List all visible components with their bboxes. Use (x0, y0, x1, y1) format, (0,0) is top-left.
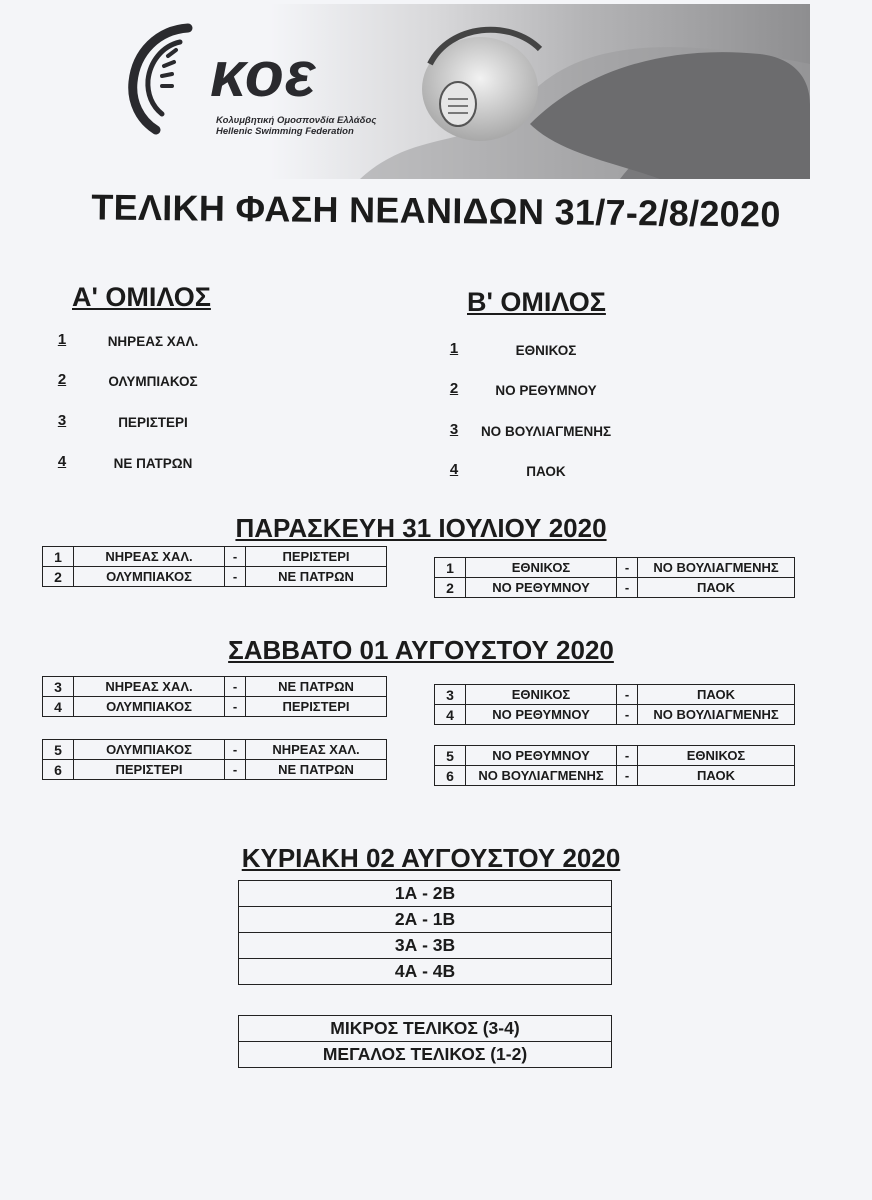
day3-finals-table (238, 1015, 612, 1068)
match-separator: - (225, 760, 246, 780)
away-team: ΝΟ ΒΟΥΛΙΑΓΜΕΝΗΣ (638, 705, 795, 725)
home-team: ΕΘΝΙΚΟΣ (466, 685, 617, 705)
match-number: 4 (43, 697, 74, 717)
logo-subtitle-english: Hellenic Swimming Federation (216, 126, 354, 137)
home-team: ΝΟ ΡΕΘΥΜΝΟΥ (466, 746, 617, 766)
home-team: ΕΘΝΙΚΟΣ (466, 558, 617, 578)
day2-group-b-table-2 (434, 745, 795, 786)
match-number: 4 (435, 705, 466, 725)
match-separator: - (617, 766, 638, 786)
match-row (43, 760, 387, 780)
logo-subtitle-greek: Κολυμβητική Ομοσπονδία Ελλάδος (216, 115, 377, 126)
placement-row (239, 933, 612, 959)
group-b-team-name: ΕΘΝΙΚΟΣ (515, 343, 577, 358)
match-number: 6 (43, 760, 74, 780)
group-a-team-name: ΟΛΥΜΠΙΑΚΟΣ (108, 374, 198, 389)
home-team: ΝΗΡΕΑΣ ΧΑΛ. (74, 547, 225, 567)
match-number: 2 (435, 578, 466, 598)
final-row (239, 1016, 612, 1042)
match-separator: - (617, 746, 638, 766)
away-team: ΠΕΡΙΣΤΕΡΙ (246, 697, 387, 717)
away-team: ΠΑΟΚ (638, 685, 795, 705)
placement-match: 1Α - 2Β (239, 881, 612, 907)
logo-wordmark: κοε (210, 38, 317, 110)
group-a-team-number: 1 (57, 331, 67, 348)
group-b-heading: Β' ΟΜΙΛΟΣ (467, 287, 606, 317)
match-separator: - (225, 697, 246, 717)
away-team: ΠΑΟΚ (638, 578, 795, 598)
match-separator: - (225, 567, 246, 587)
placement-match: 2Α - 1Β (239, 907, 612, 933)
home-team: ΟΛΥΜΠΙΑΚΟΣ (74, 697, 225, 717)
away-team: ΕΘΝΙΚΟΣ (638, 746, 795, 766)
group-a-heading: Α' ΟΜΙΛΟΣ (72, 282, 211, 312)
group-a-team-number: 4 (57, 453, 67, 470)
match-number: 3 (43, 677, 74, 697)
away-team: ΝΕ ΠΑΤΡΩΝ (246, 760, 387, 780)
day2-heading: ΣΑΒΒΑΤΟ 01 ΑΥΓΟΥΣΤΟΥ 2020 (228, 635, 614, 665)
group-a-team-number: 2 (57, 371, 67, 388)
away-team: ΝΟ ΒΟΥΛΙΑΓΜΕΝΗΣ (638, 558, 795, 578)
home-team: ΠΕΡΙΣΤΕΡΙ (74, 760, 225, 780)
match-separator: - (225, 740, 246, 760)
day2-group-a-table-2 (42, 739, 387, 780)
day3-heading: ΚΥΡΙΑΚΗ 02 ΑΥΓΟΥΣΤΟΥ 2020 (241, 843, 621, 873)
match-separator: - (617, 578, 638, 598)
match-row (435, 766, 795, 786)
day2-group-b-table-1 (434, 684, 795, 725)
final-match: ΜΙΚΡΟΣ ΤΕΛΙΚΟΣ (3-4) (239, 1016, 612, 1042)
day2-group-a-table-1 (42, 676, 387, 717)
swimmer-logo-icon (118, 20, 208, 135)
match-row (435, 558, 795, 578)
match-row (435, 746, 795, 766)
final-match: ΜΕΓΑΛΟΣ ΤΕΛΙΚΟΣ (1-2) (239, 1042, 612, 1068)
header-banner (60, 4, 810, 179)
home-team: ΝΟ ΒΟΥΛΙΑΓΜΕΝΗΣ (466, 766, 617, 786)
match-number: 5 (43, 740, 74, 760)
group-b-team-name: ΝΟ ΡΕΘΥΜΝΟΥ (495, 383, 597, 398)
match-row (43, 697, 387, 717)
match-row (435, 685, 795, 705)
placement-row (239, 881, 612, 907)
group-a-team-name: ΠΕΡΙΣΤΕΡΙ (118, 415, 188, 430)
page-title: ΤΕΛΙΚΗ ΦΑΣΗ ΝΕΑΝΙΔΩΝ 31/7-2/8/2020 (91, 186, 781, 235)
group-a-team-number: 3 (57, 412, 67, 429)
match-number: 1 (435, 558, 466, 578)
away-team: ΝΕ ΠΑΤΡΩΝ (246, 677, 387, 697)
placement-match: 4Α - 4Β (239, 959, 612, 985)
group-b-team-name: ΝΟ ΒΟΥΛΙΑΓΜΕΝΗΣ (480, 424, 612, 439)
match-separator: - (225, 677, 246, 697)
match-row (435, 705, 795, 725)
final-row (239, 1042, 612, 1068)
home-team: ΟΛΥΜΠΙΑΚΟΣ (74, 740, 225, 760)
group-b-team-number: 3 (449, 421, 459, 438)
match-row (43, 567, 387, 587)
placement-match: 3Α - 3Β (239, 933, 612, 959)
away-team: ΝΕ ΠΑΤΡΩΝ (246, 567, 387, 587)
home-team: ΟΛΥΜΠΙΑΚΟΣ (74, 567, 225, 587)
match-separator: - (617, 685, 638, 705)
away-team: ΠΑΟΚ (638, 766, 795, 786)
koe-logo (130, 14, 377, 137)
home-team: ΝΟ ΡΕΘΥΜΝΟΥ (466, 705, 617, 725)
match-number: 3 (435, 685, 466, 705)
day1-group-a-table (42, 546, 387, 587)
match-separator: - (617, 558, 638, 578)
home-team: ΝΟ ΡΕΘΥΜΝΟΥ (466, 578, 617, 598)
group-a-team-name: ΝΗΡΕΑΣ ΧΑΛ. (107, 334, 199, 349)
match-number: 5 (435, 746, 466, 766)
match-row (43, 677, 387, 697)
away-team: ΠΕΡΙΣΤΕΡΙ (246, 547, 387, 567)
match-row (435, 578, 795, 598)
away-team: ΝΗΡΕΑΣ ΧΑΛ. (246, 740, 387, 760)
match-row (43, 740, 387, 760)
group-b-team-name: ΠΑΟΚ (526, 464, 566, 479)
match-number: 1 (43, 547, 74, 567)
match-number: 2 (43, 567, 74, 587)
group-b-team-number: 4 (449, 461, 459, 478)
match-separator: - (617, 705, 638, 725)
match-separator: - (225, 547, 246, 567)
match-row (43, 547, 387, 567)
day3-placement-table (238, 880, 612, 985)
home-team: ΝΗΡΕΑΣ ΧΑΛ. (74, 677, 225, 697)
placement-row (239, 959, 612, 985)
group-b-team-number: 1 (449, 340, 459, 357)
day1-group-b-table (434, 557, 795, 598)
placement-row (239, 907, 612, 933)
match-number: 6 (435, 766, 466, 786)
day1-heading: ΠΑΡΑΣΚΕΥΗ 31 ΙΟΥΛΙΟΥ 2020 (235, 513, 607, 543)
group-b-team-number: 2 (449, 380, 459, 397)
group-a-team-name: ΝΕ ΠΑΤΡΩΝ (113, 456, 193, 471)
